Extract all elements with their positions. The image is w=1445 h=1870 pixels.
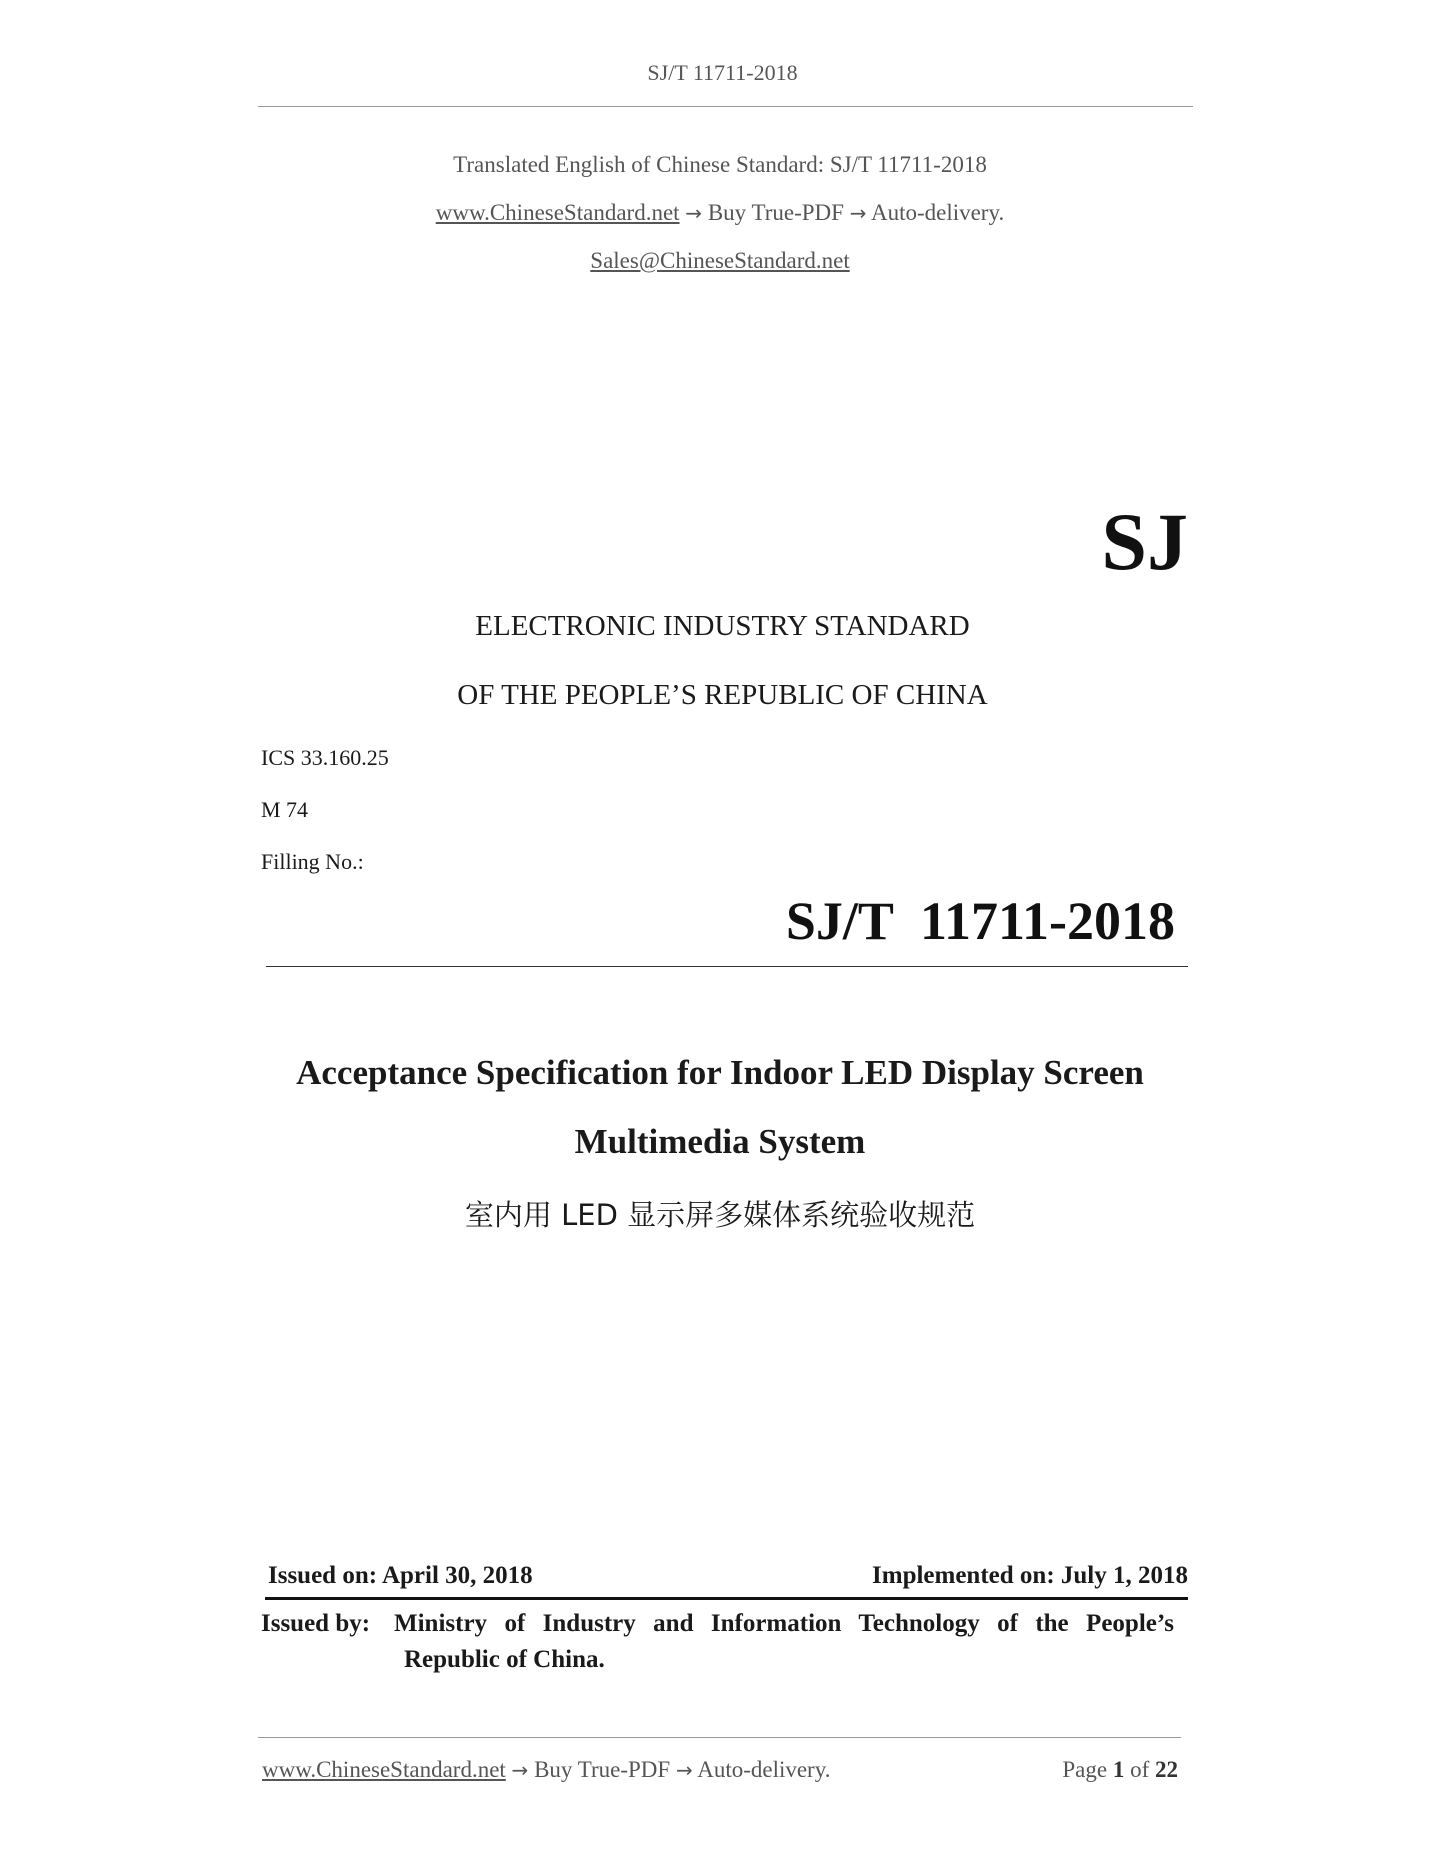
standard-heading-line2: OF THE PEOPLE’S REPUBLIC OF CHINA — [457, 679, 988, 711]
page-indicator — [990, 1757, 1178, 1783]
arrow-right-icon: → — [849, 201, 867, 225]
running-header-title: SJ/T 11711-2018 — [647, 60, 798, 85]
header-divider — [258, 106, 1193, 107]
buy-true-pdf-text: Buy True-PDF — [707, 200, 844, 225]
arrow-right-icon: → — [685, 201, 703, 225]
document-title-line2: Multimedia System — [574, 1122, 866, 1161]
sales-email-line — [0, 248, 1440, 274]
of-label: of — [1130, 1757, 1150, 1782]
footer-website-link[interactable]: www.ChineseStandard.net — [262, 1757, 506, 1782]
filling-number-label: Filling No.: — [261, 849, 364, 874]
sales-email-link[interactable]: Sales@ChineseStandard.net — [590, 248, 850, 273]
purchase-line — [0, 200, 1440, 226]
dates-divider — [265, 1597, 1188, 1600]
translation-notice: Translated English of Chinese Standard: SJ/T 11711-2018 — [453, 152, 987, 177]
issued-by-label: Issued by: — [261, 1610, 371, 1637]
issued-on-date: Issued on: April 30, 2018 — [268, 1562, 533, 1589]
arrow-right-icon: → — [511, 1758, 529, 1782]
sj-logo: SJ — [1101, 496, 1188, 587]
chinese-title: 室内用 LED 显示屏多媒体系统验收规范 — [464, 1198, 976, 1232]
page-label: Page — [1062, 1757, 1108, 1782]
issuing-authority-line2: Republic of China. — [404, 1646, 605, 1673]
ccs-code: M 74 — [261, 797, 309, 822]
issuing-authority-line1: Ministry of Industry and Information Technology of the People’s — [394, 1610, 1174, 1637]
arrow-right-icon: → — [675, 1758, 693, 1782]
standard-number: SJ/T 11711-2018 — [785, 891, 1175, 951]
footer-purchase-line — [262, 1757, 830, 1783]
standard-heading-line1: ELECTRONIC INDUSTRY STANDARD — [475, 610, 970, 642]
ics-code: ICS 33.160.25 — [261, 745, 389, 770]
document-title-line1: Acceptance Specification for Indoor LED Display Screen — [296, 1053, 1144, 1092]
page-number: 1 — [1112, 1757, 1125, 1782]
auto-delivery-text: Auto-delivery. — [870, 200, 1005, 225]
footer-delivery-text: Auto-delivery. — [697, 1757, 831, 1782]
implemented-on-date: Implemented on: July 1, 2018 — [872, 1562, 1188, 1589]
total-pages: 22 — [1155, 1757, 1178, 1782]
website-link[interactable]: www.ChineseStandard.net — [435, 200, 680, 225]
standard-number-underline — [266, 966, 1188, 967]
footer-divider — [258, 1737, 1181, 1738]
footer-buy-text: Buy True-PDF — [534, 1757, 671, 1782]
